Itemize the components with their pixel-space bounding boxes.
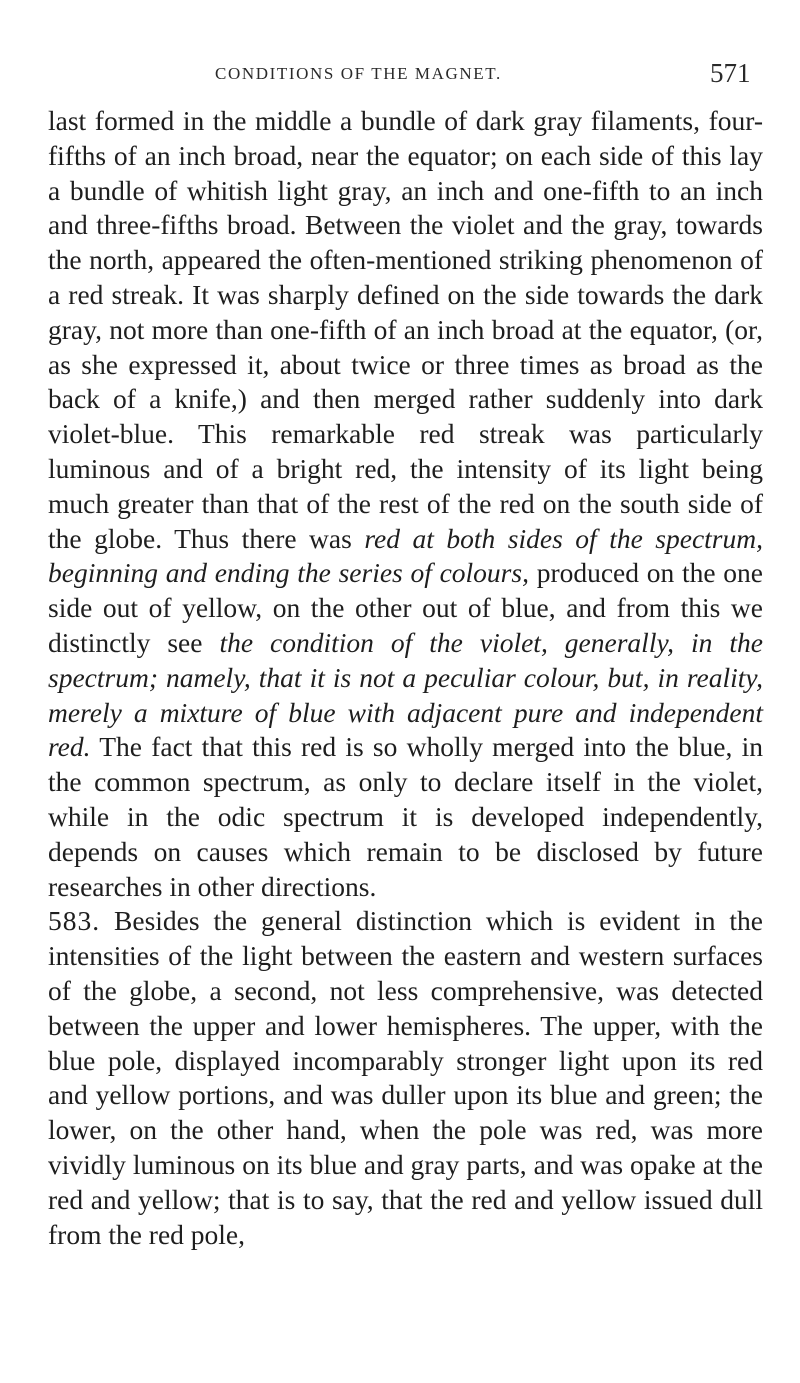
paragraph-continued [48,104,763,904]
paragraph-583 [48,904,763,1252]
section-number: 583. [48,905,101,937]
text-segment: last formed in the middle a bundle of dark gray filaments, four-fifths of an inch broad, near the equator; on each side of this lay a bundle of whitish light gray, an inch and one-fifth to an inch and three-fifths broad. Between the violet and the gray, towards the north, appeared the often-mentioned striking phenomenon of a red streak. It was sharply defined on the side towards the dark gray, not more than one-fifth of an inch broad at the equator, (or, as she expressed it, about twice or three times as broad as the back of a knife,) and then merged rather suddenly into dark violet-blue. This remarkable red streak was particularly luminous and of a bright red, the intensity of its light being much greater than that of the rest of the red on the south side of the globe. Thus there was [48,105,763,554]
body-text [48,104,763,1252]
italic-segment: the condition of the violet, generally, in the spectrum; namely, that it is not a peculiar colour, but, in reality, merely a mixture of blue with adjacent pure and independent red. [48,626,763,763]
text-segment: produced on the one side out of yellow, on the other out of blue, and from this we distinctly see [48,557,763,658]
text-segment: Besides the general distinction which is evident in the intensities of the light between the eastern and western surfaces of the globe, a second, not less comprehensive, was detected between the upper and lower hemispheres. The upper, with the blue pole, displayed incomparably stronger light upon its red and yellow portions, and was duller upon its blue and green; the lower, on the other hand, when the pole was red, was more vividly luminous on its blue and gray parts, and was opake at the red and yellow; that is to say, that the red and yellow issued dull from the red pole, [48,905,763,1250]
running-head [0,58,800,88]
running-title: CONDITIONS OF THE MAGNET. [215,64,502,83]
italic-segment: red at both sides of the spectrum, beginning and ending the series of colours, [48,522,763,589]
text-segment: The fact that this red is so wholly merged into the blue, in the common spectrum, as only to declare itself in the violet, while in the odic spectrum it is developed independently, depends on causes which remain to be disclosed by future researches in other directions. [48,731,763,902]
page-number: 571 [710,58,751,88]
